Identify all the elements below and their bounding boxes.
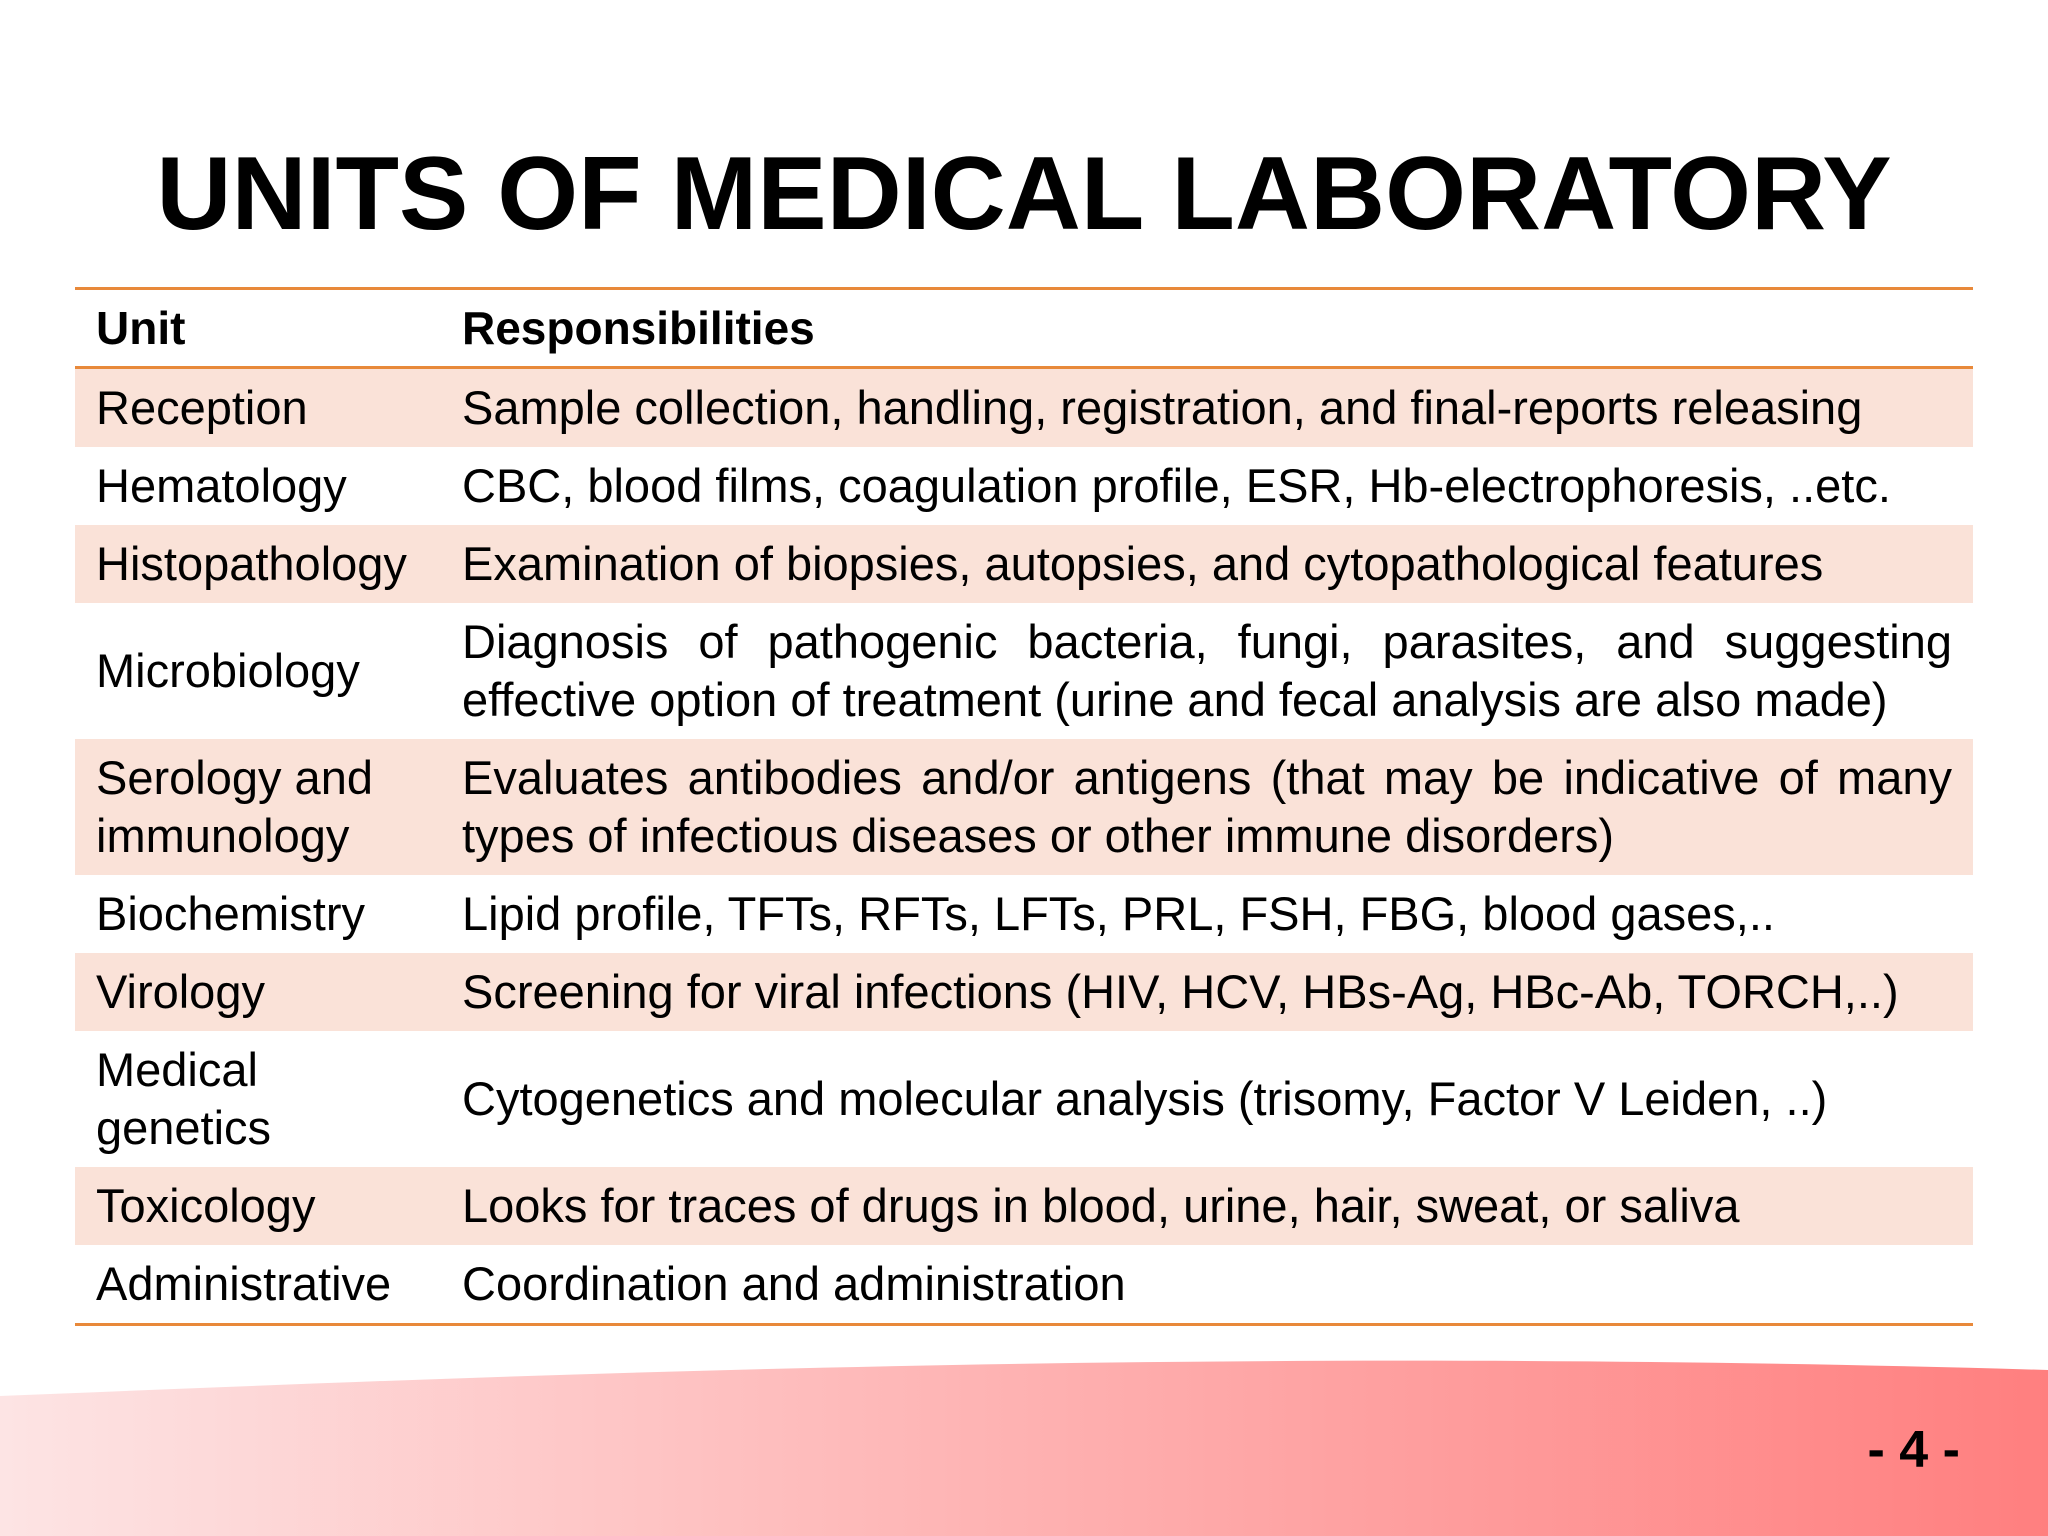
table-row xyxy=(75,1167,1973,1245)
table-row xyxy=(75,1031,1973,1167)
unit-cell: Microbiology xyxy=(96,644,360,697)
unit-cell: Virology xyxy=(96,965,265,1018)
responsibilities-cell: Screening for viral infections (HIV, HCV, HBs-Ag, HBc-Ab, TORCH,..) xyxy=(462,965,1899,1018)
column-header-unit: Unit xyxy=(75,289,441,368)
table-row xyxy=(75,875,1973,953)
units-table xyxy=(75,287,1973,1326)
column-header-responsibilities: Responsibilities xyxy=(441,289,1973,368)
responsibilities-cell: Diagnosis of pathogenic bacteria, fungi, parasites, and suggesting effective option of treatment (urine and fecal analysis are also made) xyxy=(462,615,1952,726)
responsibilities-cell: Cytogenetics and molecular analysis (trisomy, Factor V Leiden, ..) xyxy=(462,1072,1828,1125)
unit-cell: Toxicology xyxy=(96,1179,316,1232)
table-row xyxy=(75,1245,1973,1325)
table-row xyxy=(75,447,1973,525)
table-row xyxy=(75,739,1973,875)
table-row xyxy=(75,603,1973,739)
responsibilities-cell: Sample collection, handling, registration, and final-reports releasing xyxy=(462,381,1863,434)
unit-cell: Histopathology xyxy=(96,537,407,590)
unit-cell: Biochemistry xyxy=(96,887,366,940)
unit-cell: Medical genetics xyxy=(96,1043,272,1154)
table-row xyxy=(75,368,1973,448)
responsibilities-cell: Examination of biopsies, autopsies, and cytopathological features xyxy=(462,537,1824,590)
table-header-row xyxy=(75,289,1973,368)
table-row xyxy=(75,953,1973,1031)
unit-cell: Hematology xyxy=(96,459,347,512)
unit-cell: Administrative xyxy=(96,1257,392,1310)
decorative-footer-wave xyxy=(0,1340,2048,1536)
responsibilities-cell: Evaluates antibodies and/or antigens (that may be indicative of many types of infectious diseases or other immune disorders) xyxy=(462,751,1952,862)
table-row xyxy=(75,525,1973,603)
responsibilities-cell: Lipid profile, TFTs, RFTs, LFTs, PRL, FSH, FBG, blood gases,.. xyxy=(462,887,1775,940)
unit-cell: Reception xyxy=(96,381,308,434)
page-number: - 4 - xyxy=(1867,1421,1960,1479)
responsibilities-cell: CBC, blood films, coagulation profile, ESR, Hb-electrophoresis, ..etc. xyxy=(462,459,1891,512)
responsibilities-cell: Coordination and administration xyxy=(462,1257,1126,1310)
slide-title: UNITS OF MEDICAL LABORATORY xyxy=(156,136,1892,252)
unit-cell: Serology and immunology xyxy=(96,751,373,862)
responsibilities-cell: Looks for traces of drugs in blood, urine, hair, sweat, or saliva xyxy=(462,1179,1740,1232)
